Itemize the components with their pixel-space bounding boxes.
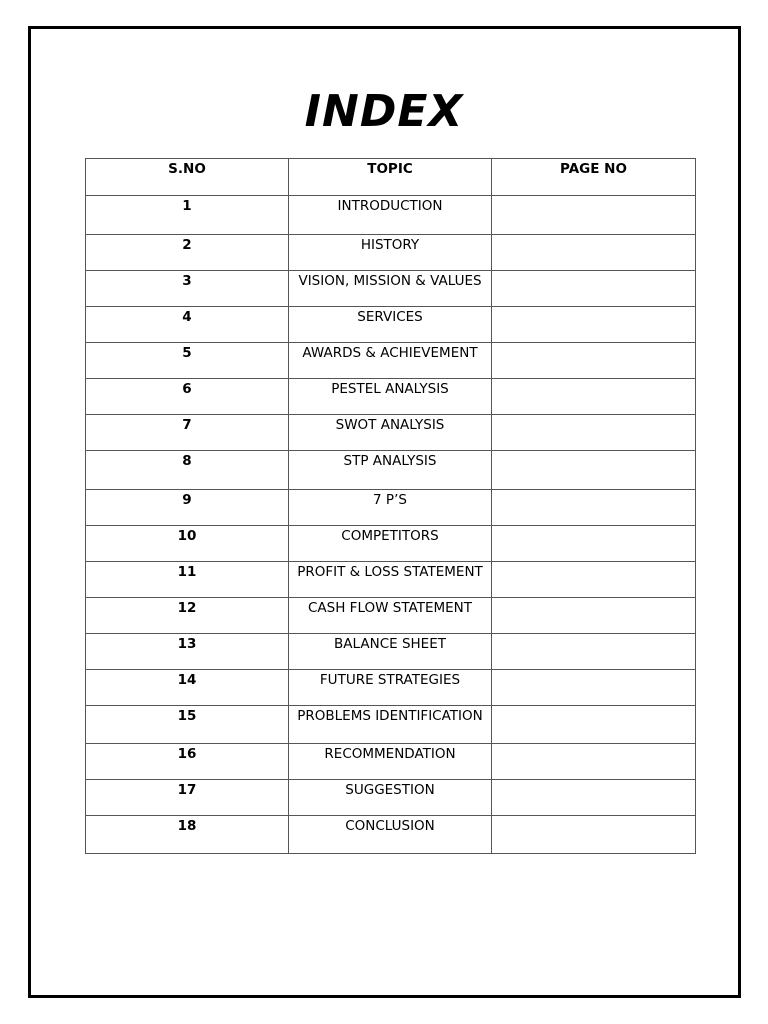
cell-page-no	[492, 816, 696, 854]
cell-sno: 2	[86, 235, 289, 271]
cell-page-no	[492, 379, 696, 415]
cell-topic: STP ANALYSIS	[289, 451, 492, 490]
table-row	[86, 744, 696, 780]
cell-sno: 10	[86, 526, 289, 562]
table-row	[86, 706, 696, 744]
cell-topic: SERVICES	[289, 307, 492, 343]
index-table	[85, 158, 696, 854]
cell-page-no	[492, 415, 696, 451]
cell-topic: CASH FLOW STATEMENT	[289, 598, 492, 634]
cell-topic: PROFIT & LOSS STATEMENT	[289, 562, 492, 598]
cell-topic: AWARDS & ACHIEVEMENT	[289, 343, 492, 379]
table-row	[86, 634, 696, 670]
cell-page-no	[492, 780, 696, 816]
table-row	[86, 562, 696, 598]
cell-sno: 15	[86, 706, 289, 744]
cell-sno: 17	[86, 780, 289, 816]
table-row	[86, 598, 696, 634]
table-row	[86, 307, 696, 343]
cell-page-no	[492, 307, 696, 343]
table-row	[86, 235, 696, 271]
cell-topic: SWOT ANALYSIS	[289, 415, 492, 451]
cell-sno: 6	[86, 379, 289, 415]
cell-topic: INTRODUCTION	[289, 196, 492, 235]
cell-sno: 16	[86, 744, 289, 780]
cell-topic: BALANCE SHEET	[289, 634, 492, 670]
table-row	[86, 196, 696, 235]
table-row	[86, 816, 696, 854]
cell-sno: 7	[86, 415, 289, 451]
cell-page-no	[492, 670, 696, 706]
cell-sno: 14	[86, 670, 289, 706]
cell-topic: CONCLUSION	[289, 816, 492, 854]
cell-page-no	[492, 526, 696, 562]
cell-sno: 8	[86, 451, 289, 490]
cell-topic: RECOMMENDATION	[289, 744, 492, 780]
cell-page-no	[492, 490, 696, 526]
cell-topic: COMPETITORS	[289, 526, 492, 562]
cell-topic: FUTURE STRATEGIES	[289, 670, 492, 706]
cell-page-no	[492, 235, 696, 271]
cell-page-no	[492, 343, 696, 379]
cell-page-no	[492, 598, 696, 634]
cell-topic: SUGGESTION	[289, 780, 492, 816]
header-page-no: PAGE NO	[492, 159, 696, 196]
cell-page-no	[492, 634, 696, 670]
cell-sno: 11	[86, 562, 289, 598]
cell-page-no	[492, 706, 696, 744]
table-header-row	[86, 159, 696, 196]
table-row	[86, 271, 696, 307]
cell-topic: PESTEL ANALYSIS	[289, 379, 492, 415]
cell-page-no	[492, 451, 696, 490]
cell-page-no	[492, 271, 696, 307]
cell-sno: 3	[86, 271, 289, 307]
table-row	[86, 670, 696, 706]
cell-topic: PROBLEMS IDENTIFICATION	[289, 706, 492, 744]
cell-page-no	[492, 562, 696, 598]
table-row	[86, 451, 696, 490]
cell-page-no	[492, 744, 696, 780]
cell-topic: VISION, MISSION & VALUES	[289, 271, 492, 307]
cell-sno: 9	[86, 490, 289, 526]
cell-sno: 5	[86, 343, 289, 379]
table-row	[86, 490, 696, 526]
table-row	[86, 415, 696, 451]
cell-sno: 13	[86, 634, 289, 670]
header-topic: TOPIC	[289, 159, 492, 196]
page-title: INDEX	[304, 86, 464, 137]
cell-sno: 4	[86, 307, 289, 343]
cell-sno: 1	[86, 196, 289, 235]
cell-topic: 7 P’S	[289, 490, 492, 526]
header-sno: S.NO	[86, 159, 289, 196]
table-row	[86, 379, 696, 415]
table-row	[86, 526, 696, 562]
cell-sno: 18	[86, 816, 289, 854]
cell-page-no	[492, 196, 696, 235]
table-row	[86, 780, 696, 816]
table-row	[86, 343, 696, 379]
cell-topic: HISTORY	[289, 235, 492, 271]
cell-sno: 12	[86, 598, 289, 634]
